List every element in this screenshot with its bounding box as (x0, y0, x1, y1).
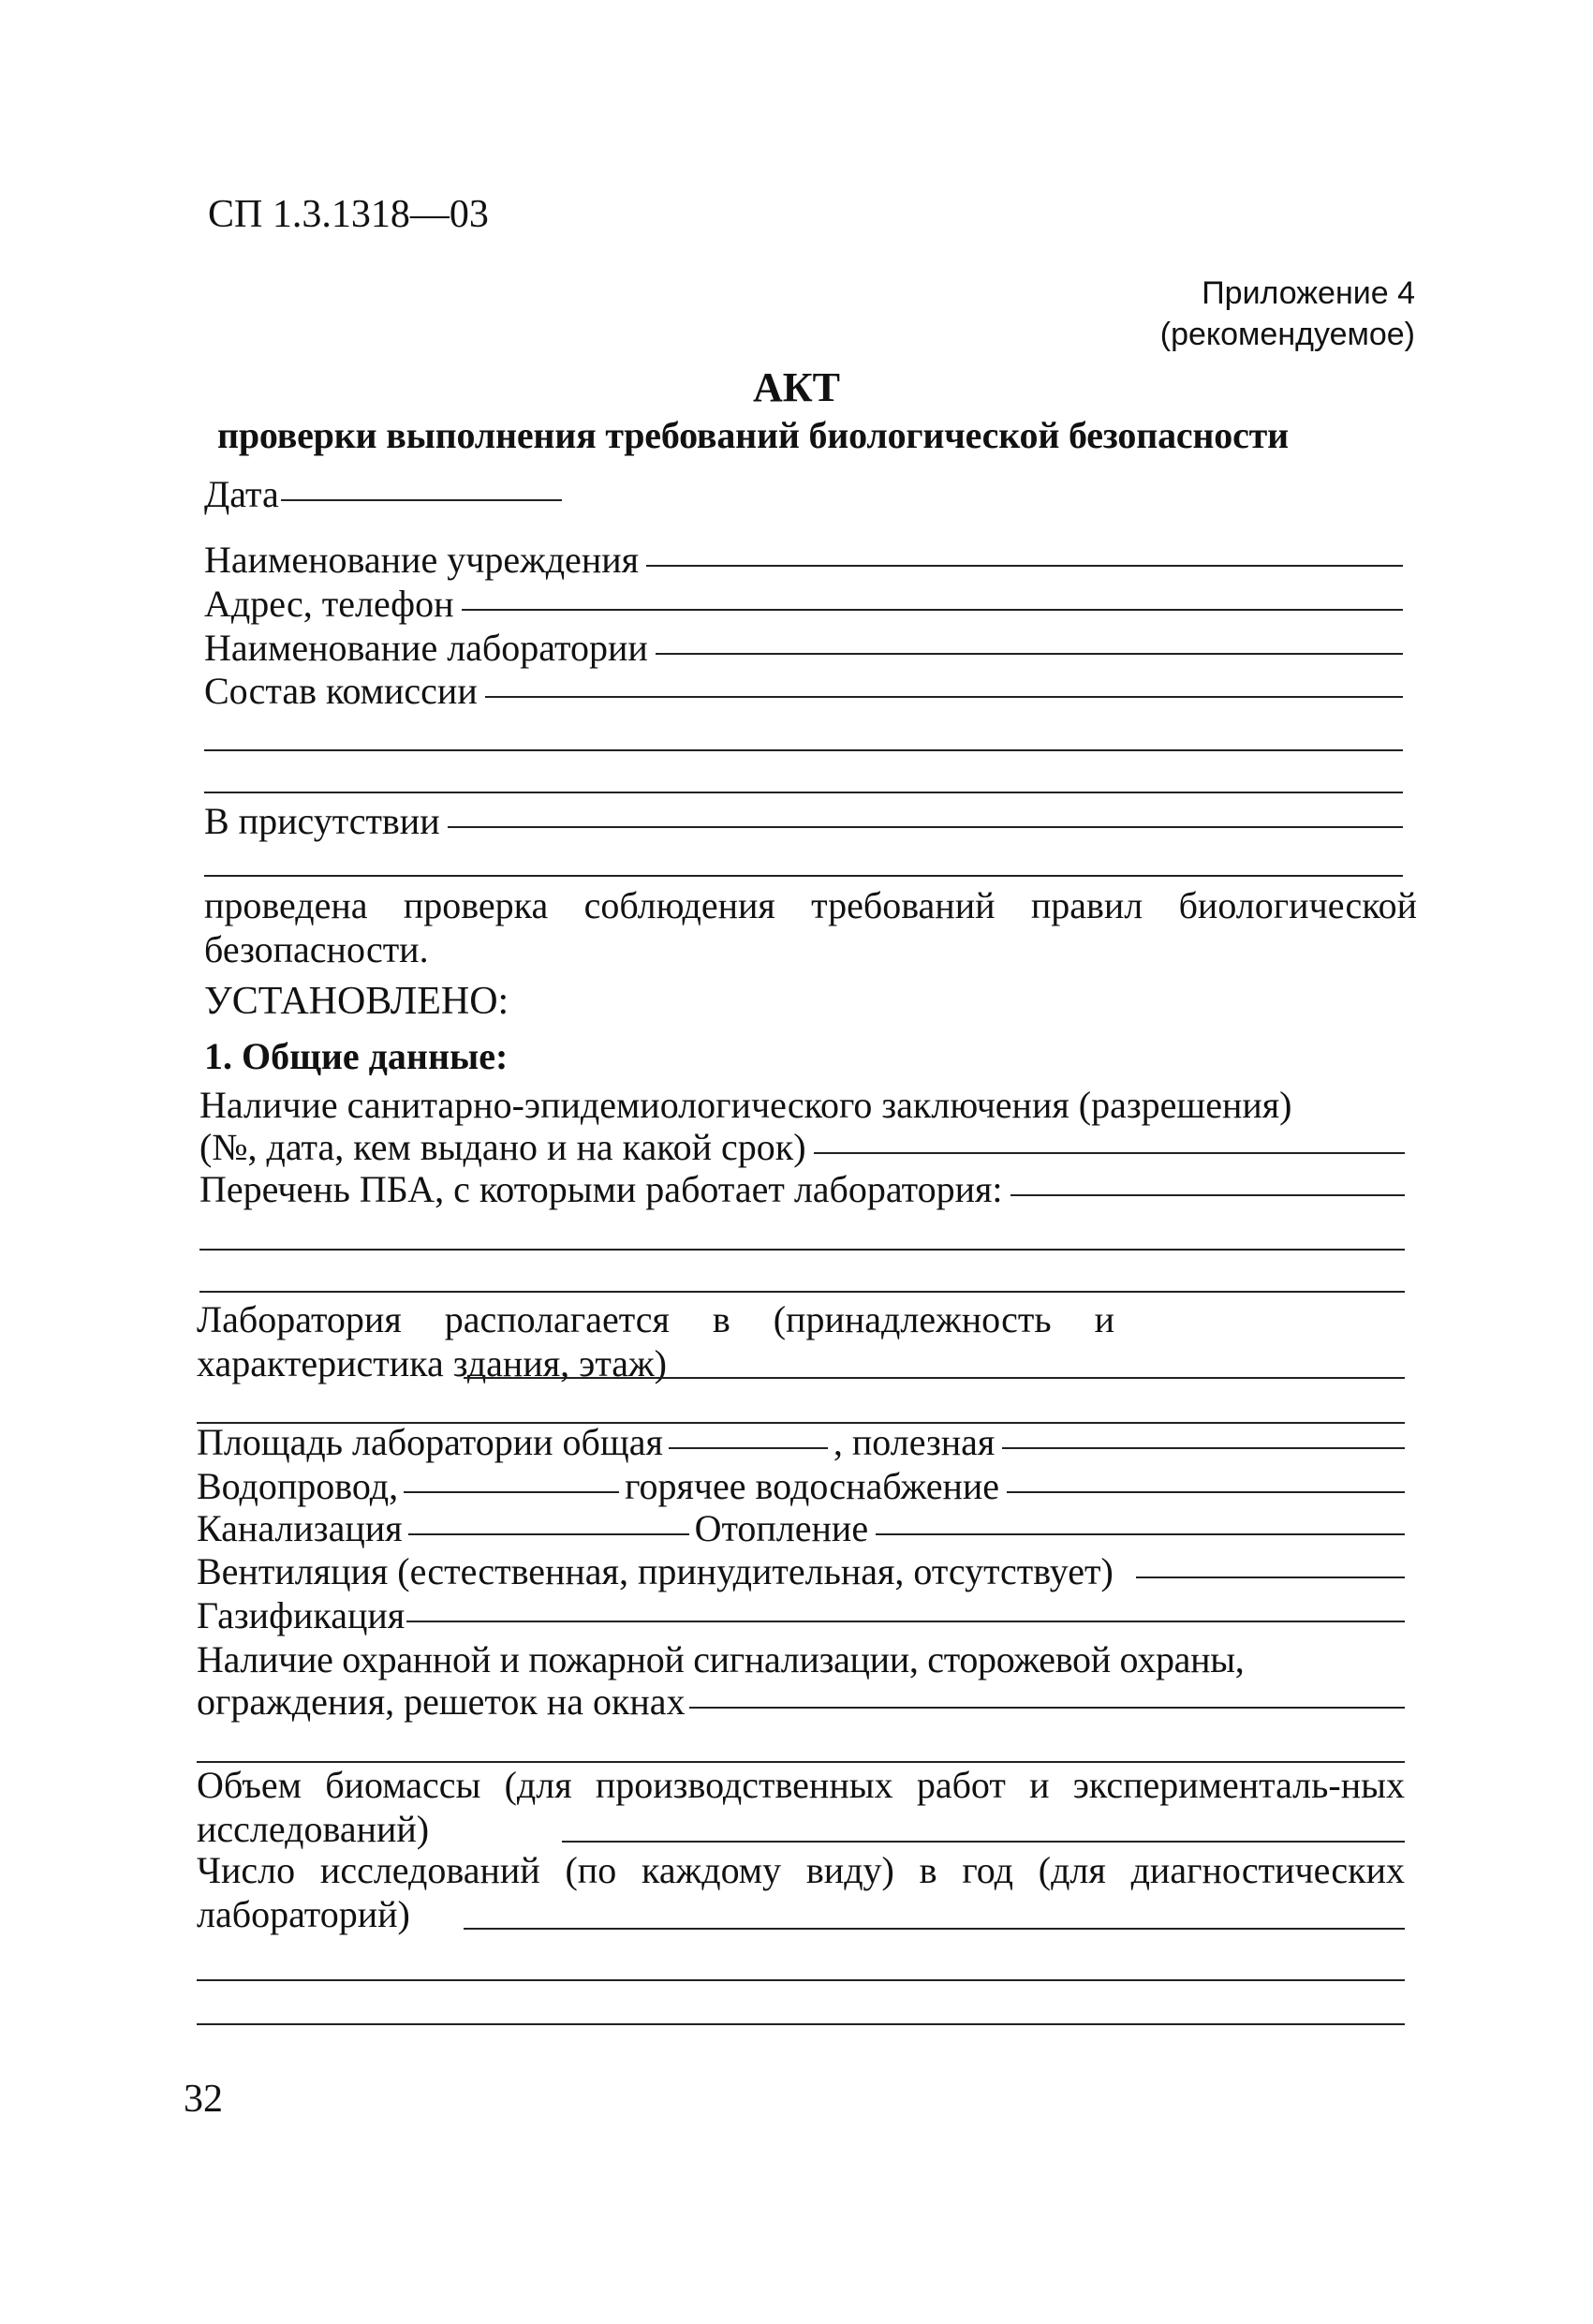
ventilation-label: Вентиляция (естественная, принудительная, отсутствует) (197, 1550, 1114, 1592)
laboratory-label: Наименование лаборатории (204, 627, 648, 669)
sanitary-field (199, 1126, 1405, 1168)
act-title: АКТ (752, 364, 841, 410)
area-useful-label: , полезная (833, 1421, 996, 1463)
sewerage-label: Канализация (197, 1507, 403, 1549)
presence-extra-line[interactable] (204, 875, 1403, 877)
commission-label: Состав комиссии (204, 670, 478, 712)
sanitary-line-1: Наличие санитарно-эпидемиологического заключения (разрешения) (199, 1084, 1292, 1126)
page-number: 32 (184, 2078, 223, 2121)
established-heading: УСТАНОВЛЕНО: (204, 980, 509, 1023)
commission-blank[interactable] (485, 696, 1403, 698)
research-paragraph: Число исследований (по каждому виду) в год (для диагностических лабораторий) (197, 1849, 1405, 1935)
ventilation-blank[interactable] (1136, 1576, 1405, 1578)
institution-field (204, 541, 1403, 579)
water-field (197, 1465, 1405, 1507)
location-paragraph: Лаборатория располагается в (принадлежность и характеристика здания, этаж) (197, 1298, 1114, 1384)
date-blank[interactable] (281, 499, 562, 501)
address-blank[interactable] (462, 609, 1403, 611)
gas-blank[interactable] (406, 1621, 1405, 1622)
security-line-2: ограждения, решеток на окнах (197, 1680, 686, 1723)
sanitary-line-2: (№, дата, кем выдано и на какой срок) (199, 1126, 806, 1168)
area-total-blank[interactable] (669, 1447, 828, 1449)
pba-field (199, 1168, 1405, 1210)
location-blank[interactable] (464, 1377, 1405, 1379)
research-blank[interactable] (464, 1928, 1405, 1930)
heating-blank[interactable] (876, 1533, 1405, 1535)
security-field (197, 1680, 1405, 1723)
appendix-note: (рекомендуемое) (1159, 317, 1415, 352)
date-label: Дата (204, 473, 279, 515)
security-line-1: Наличие охранной и пожарной сигнализации, сторожевой охраны, (197, 1638, 1245, 1680)
ventilation-field (197, 1550, 1405, 1592)
pba-extra-line-2[interactable] (199, 1291, 1405, 1293)
laboratory-field (204, 629, 1403, 667)
section-1-heading: 1. Общие данные: (204, 1035, 509, 1077)
address-label: Адрес, телефон (204, 583, 454, 625)
act-subtitle: проверки выполнения требований биологической безопасности (217, 414, 1289, 456)
gas-label: Газификация (197, 1594, 406, 1636)
sewerage-field (197, 1507, 1405, 1549)
laboratory-blank[interactable] (656, 653, 1403, 655)
heating-label: Отопление (694, 1507, 869, 1549)
area-useful-blank[interactable] (1002, 1447, 1405, 1449)
pba-extra-line-1[interactable] (199, 1249, 1405, 1251)
presence-label: В присутствии (204, 800, 440, 842)
water-label: Водопровод, (197, 1465, 399, 1507)
date-field (204, 473, 568, 515)
biomass-blank[interactable] (562, 1841, 1405, 1843)
presence-blank[interactable] (448, 826, 1403, 828)
biomass-paragraph: Объем биомассы (для производственных работ и эксперименталь-ных исследований) (197, 1764, 1405, 1850)
presence-field (204, 800, 1403, 842)
water-blank[interactable] (404, 1491, 619, 1493)
hot-water-blank[interactable] (1007, 1491, 1405, 1493)
appendix-label: Приложение 4 (1202, 275, 1415, 311)
sanitary-blank[interactable] (814, 1152, 1405, 1154)
security-blank[interactable] (689, 1707, 1405, 1709)
institution-label: Наименование учреждения (204, 539, 640, 581)
commission-extra-line-1[interactable] (204, 749, 1403, 751)
area-label: Площадь лаборатории общая (197, 1421, 663, 1463)
commission-field (204, 670, 1403, 712)
sewerage-blank[interactable] (408, 1533, 689, 1535)
address-field (204, 585, 1403, 623)
research-extra-line-2[interactable] (197, 2023, 1405, 2025)
commission-extra-line-2[interactable] (204, 792, 1403, 793)
research-extra-line-1[interactable] (197, 1979, 1405, 1981)
document-code: СП 1.3.1318—03 (208, 193, 489, 236)
institution-blank[interactable] (646, 565, 1403, 567)
hot-water-label: горячее водоснабжение (625, 1465, 1000, 1507)
gas-field (197, 1594, 1405, 1636)
area-field (197, 1421, 1405, 1463)
pba-label: Перечень ПБА, с которыми работает лаборатория: (199, 1168, 1003, 1210)
pba-blank[interactable] (1010, 1194, 1406, 1196)
check-paragraph: проведена проверка соблюдения требований правил биологической безопасности. (204, 884, 1417, 970)
